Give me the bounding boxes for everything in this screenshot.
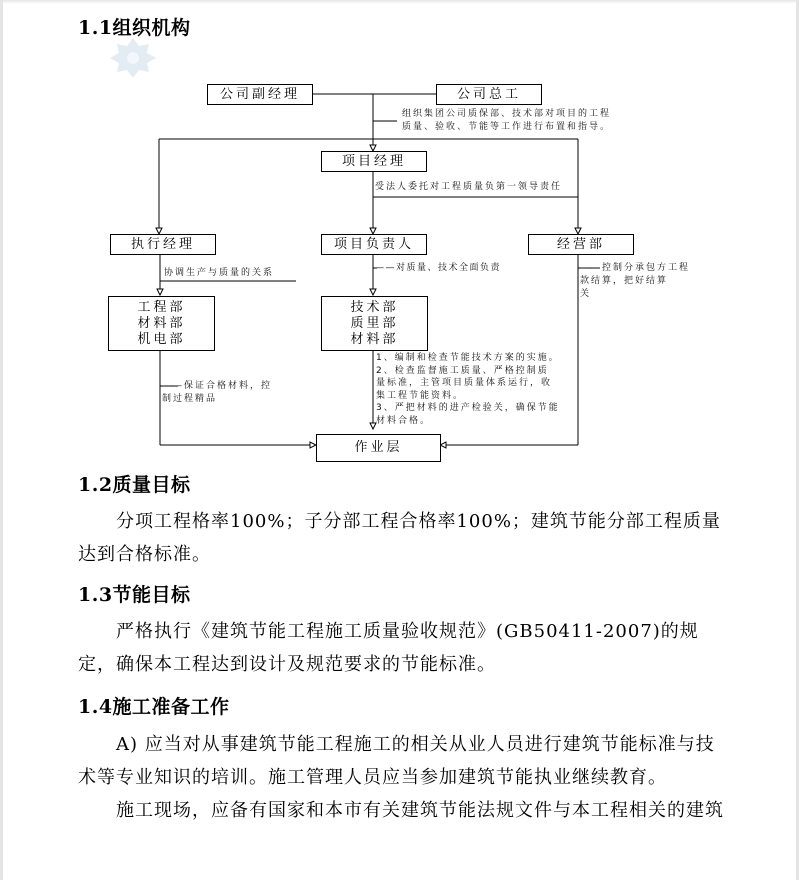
box-chief-engineer: 公司总工 [436,84,542,105]
box-work-layer: 作业层 [316,434,441,462]
box-engineering-depts [108,296,215,351]
section-heading-org: 1.1组织机构 [78,17,191,39]
box-technical-depts [321,296,428,351]
section-heading-preparation: 1.4施工准备工作 [78,696,230,718]
note-business-dept: ——控制分承包方工程 款结算，把好结算 关 [580,263,691,299]
note-chief-engineer: 组织集团公司质保部、技术部对项目的工程 质量、验收、节能等工作进行布置和指导。 [402,109,612,132]
box-project-leader: 项目负责人 [321,234,427,255]
paragraph-energy: 严格执行《建筑节能工程施工质量验收规范》(GB50411-2007)的规定，确保本工程达到设计及规范要求的节能标准。 [78,621,699,675]
note-engineering-depts: ——保证合格材料，控 制过程精品 [162,381,273,404]
section-heading-quality: 1.2质量目标 [78,474,191,496]
box-deputy-manager: 公司副经理 [207,84,313,105]
dept-label: 材料部 [350,332,399,347]
paragraph-quality: 分项工程格率100%；子分部工程合格率100%；建筑节能分部工程质量达到合格标准。 [78,511,721,565]
dept-label: 工程部 [137,300,186,315]
dept-label: 质里部 [350,316,399,331]
paragraph-preparation-b: 施工现场，应备有国家和本市有关建筑节能法规文件与本工程相关的建筑 [116,800,724,821]
dept-label: 材料部 [137,316,186,331]
box-project-manager: 项目经理 [321,151,427,172]
box-business-dept: 经营部 [528,234,634,255]
dept-label: 机电部 [137,332,186,347]
box-executive-manager: 执行经理 [110,234,216,255]
arrow-head [157,289,163,295]
note-project-leader: ——对质量、技术全面负责 [375,263,502,273]
note-executive-manager: 协调生产与质量的关系 [164,268,275,278]
paragraph-preparation-a: A) 应当对从事建筑节能工程施工的相关从业人员进行建筑节能标准与技术等专业知识的培训。施工管理人员应当参加建筑节能执业继续教育。 [78,734,715,788]
arrow-head [370,289,376,295]
note-project-manager: 受法人委托对工程质量负第一领导责任 [375,182,563,192]
dept-label: 技术部 [350,300,399,315]
note-technical-depts: 1、编制和检查节能技术方案的实施。 2、检查监督施工质量、严格控制质 量标准，主管项目质量体系运行，收 集工程节能资料。 3、严把材料的进产检验关，确保节能 材料合格。 [376,353,560,426]
section-heading-energy: 1.3节能目标 [78,584,191,606]
